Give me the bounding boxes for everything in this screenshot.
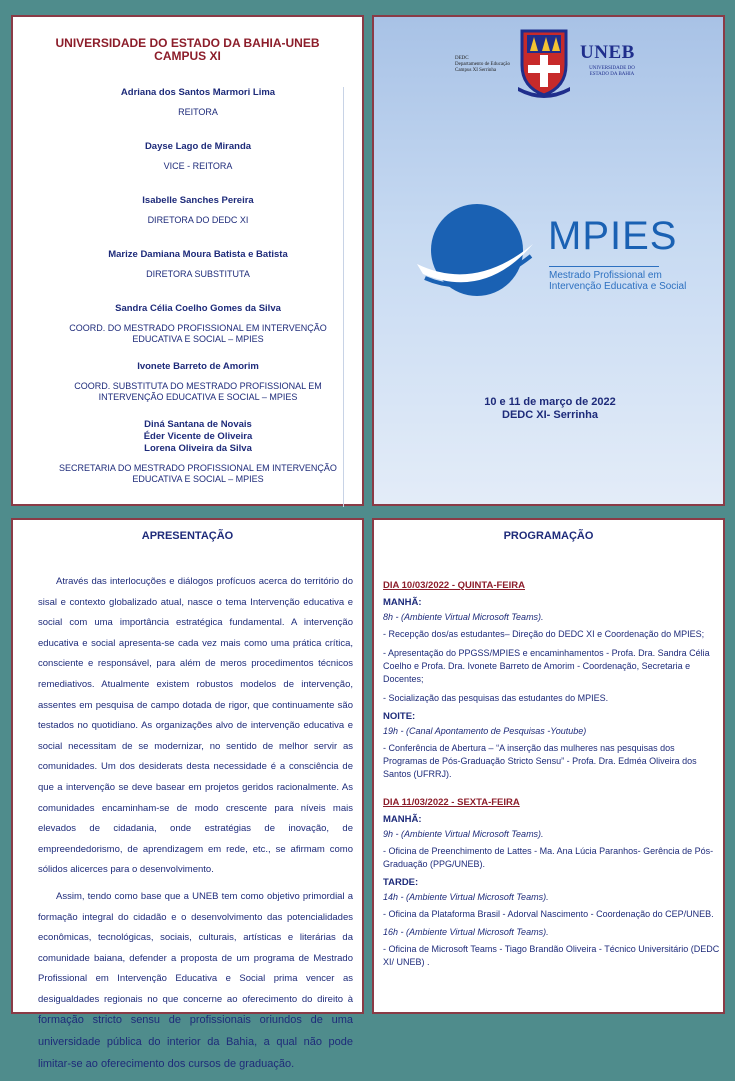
schedule-time: 8h - (Ambiente Virtual Microsoft Teams).	[383, 612, 544, 622]
staff-entry: Ivonete Barreto de Amorim COORD. SUBSTITUTA DO MESTRADO PROFISSIONAL EM INTERVENÇÃO EDUCATIVA E SOCIAL – MPIES	[74, 361, 322, 402]
schedule-item: - Oficina de Preenchimento de Lattes - Ma. Ana Lúcia Paranhos- Gerência de Pós-Graduação (PPG/UNEB).	[383, 846, 714, 869]
mpies-title: MPIES	[548, 214, 678, 258]
uneb-crest-logo	[514, 25, 574, 97]
schedule-item: - Socialização das pesquisas das estudantes do MPIES.	[383, 693, 609, 703]
schedule-time: 19h - (Canal Apontamento de Pesquisas -Youtube)	[383, 726, 587, 736]
staff-entry: Adriana dos Santos Marmori Lima REITORA	[120, 87, 276, 117]
staff-entry: Marize Damiana Moura Batista e Batista DIRETORA SUBSTITUTA	[108, 249, 288, 279]
uneb-logo-text: UNEB	[580, 42, 635, 63]
schedule-time: 9h - (Ambiente Virtual Microsoft Teams).	[383, 829, 544, 839]
staff-list	[53, 87, 344, 507]
period-heading: NOITE:	[383, 711, 416, 722]
university-title: UNIVERSIDADE DO ESTADO DA BAHIA-UNEB CAMPUS XI	[55, 36, 320, 63]
mpies-subtitle: Mestrado Profissional em Intervenção Educativa e Social	[549, 266, 686, 292]
staff-entry: Isabelle Sanches Pereira DIRETORA DO DEDC XI	[142, 195, 254, 225]
apresentacao-panel	[11, 518, 364, 1070]
period-heading: TARDE:	[383, 877, 419, 888]
event-info: 10 e 11 de março de 2022 DEDC XI- Serrinha	[484, 396, 616, 421]
section-title: APRESENTAÇÃO	[141, 530, 234, 542]
staff-panel	[11, 15, 364, 506]
staff-entry: Sandra Célia Coelho Gomes da Silva COORD. DO MESTRADO PROFISSIONAL EM INTERVENÇÃO EDUCATIVA E SOCIAL – MPIES	[69, 303, 327, 344]
period-heading: MANHÃ:	[383, 814, 422, 825]
staff-entry: Dayse Lago de Miranda VICE - REITORA	[144, 141, 252, 171]
apresentacao-text: Através das interlocuções e diálogos profícuos acerca do território do sisal e contexto globalizado atual, nasce o tema Intervenção educativa e social com uma importância estratégica fundamental. A intervenção educativa e social apresenta-se cada vez mais como uma prática crítica, consciente e responsável, para além de meros procedimentos técnicos remediativos. Atualmente existem robustos modelos de intervenção, assentes em pesquisa de campo dotada de rigor, que continuamente são testados no quotidiano. As organizações alvo de intervenção educativa e social necessitam de se modernizar, no sentido de melhor servir as comunidades. Um dos desiderats desta necessidade é a consciência de que a intervenção se deve basear em projetos geridos racionalmente. As comunidades encaminham-se de modo crescente para níveis mais elevados de cidadania, onde estratégias de inovação, de empreendedorismo, de aprendizagem em rede, etc., se afirmam como sólidos alicerces para o desenvolvimento. Assim, tendo como base que a UNEB tem como objetivo primordial a formação integral do cidadão e o desenvolvimento das potencialidades econômicas, tecnológicas, sociais, culturais, artísticas e literárias da comunidade baiana, defender a proposta de um programa de Mestrado Profissional em Intervenção Educativa e Social prima vencer as desigualdades regionais no que concerne ao oferecimento do direito à formação stricto sensu de profissionais oriundos de uma universidade pública do interior da Bahia, a qual não pode limitar-se ao oferecimento dos cursos de graduação.	[38, 576, 353, 1070]
day-heading: DIA 11/03/2022 - SEXTA-FEIRA	[383, 797, 520, 808]
period-heading: MANHÃ:	[383, 597, 422, 608]
schedule-item: - Conferência de Abertura – “A inserção das mulheres nas pesquisas dos Programas de Pós-Graduação Stricto Sensu” - Profa. Dra. Edméa Oliveira dos Santos (UFRRJ).	[383, 743, 697, 779]
schedule-item: - Oficina de Microsoft Teams - Tiago Brandão Oliveira - Técnico Universitário (DEDC XI/ UNEB) .	[383, 944, 720, 967]
dedc-label: DEDC Departamento de Educação Campus XI Serrinha	[455, 56, 510, 73]
schedule-time: 14h - (Ambiente Virtual Microsoft Teams).	[383, 892, 549, 902]
staff-entry: Diná Santana de Novais Éder Vicente de Oliveira Lorena Oliveira da Silva SECRETARIA DO MESTRADO PROFISSIONAL EM INTERVENÇÃO EDUCATIVA E SOCIAL – MPIES	[59, 419, 337, 484]
programacao-list	[383, 580, 721, 975]
schedule-time: 16h - (Ambiente Virtual Microsoft Teams).	[383, 927, 549, 937]
mpies-globe-logo	[415, 200, 535, 310]
section-title: PROGRAMAÇÃO	[503, 530, 594, 542]
uneb-subtitle: UNIVERSIDADE DO ESTADO DA BAHIA	[589, 66, 635, 77]
divider	[549, 266, 659, 267]
day-heading: DIA 10/03/2022 - QUINTA-FEIRA	[383, 580, 526, 591]
schedule-item: - Apresentação do PPGSS/MPIES e encaminhamentos - Profa. Dra. Sandra Célia Coelho e Profa. Dra. Ivonete Barreto de Amorim - Coordenação, Secretaria e Docentes;	[383, 648, 710, 684]
schedule-item: - Recepção dos/as estudantes– Direção do DEDC XI e Coordenação do MPIES;	[383, 629, 705, 639]
schedule-item: - Oficina da Plataforma Brasil - Adorval Nascimento - Coordenação do CEP/UNEB.	[383, 909, 714, 919]
programacao-panel	[372, 518, 725, 1014]
